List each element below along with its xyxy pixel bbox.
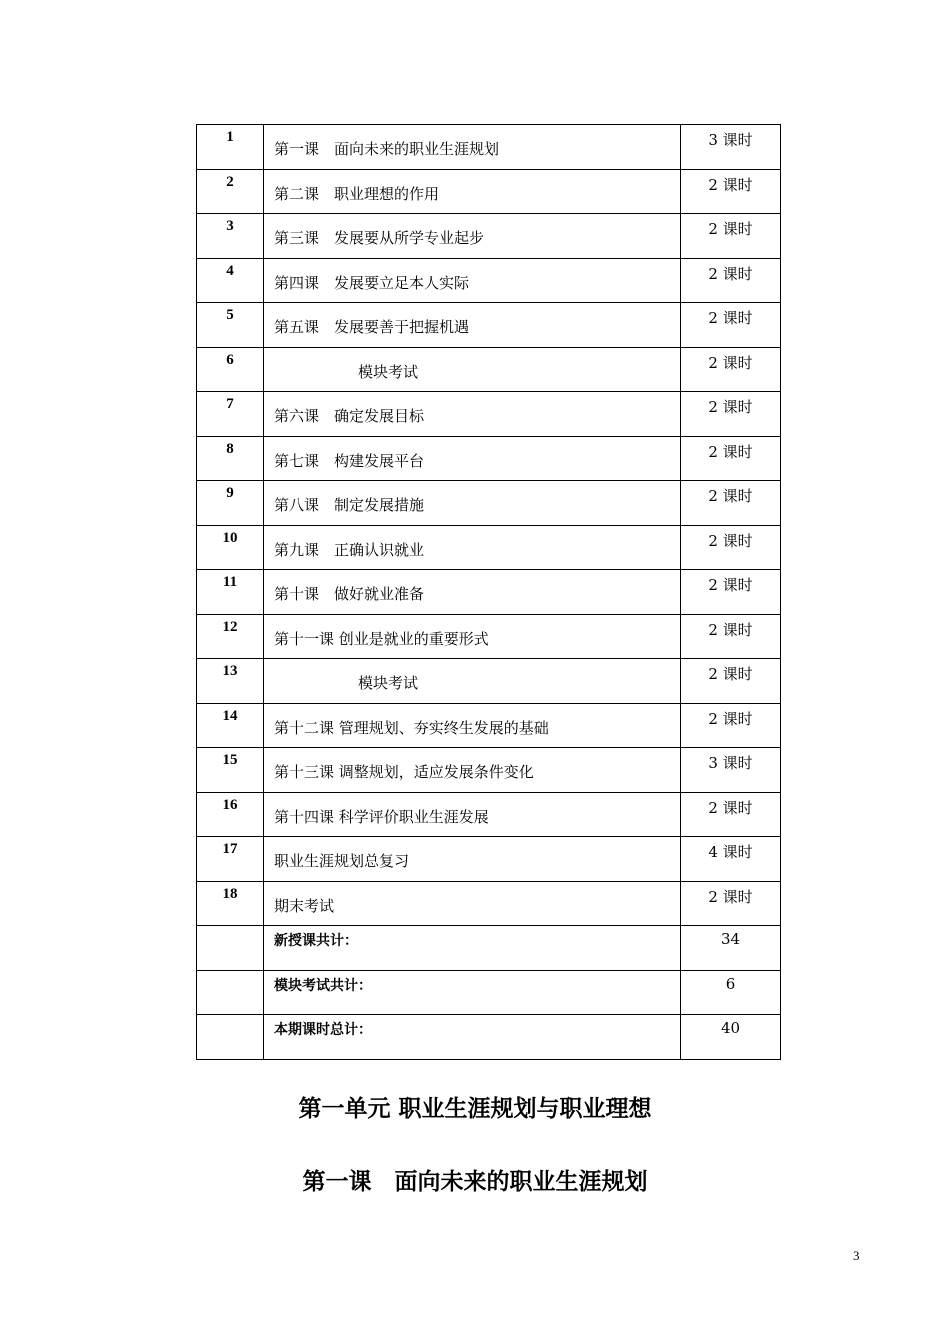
table-row bbox=[197, 436, 781, 481]
lesson-title: 期末考试 bbox=[264, 881, 681, 926]
lesson-hours: 2 课时 bbox=[681, 347, 781, 392]
unit-heading: 第一单元 职业生涯规划与职业理想 bbox=[298, 1095, 652, 1122]
table-row bbox=[197, 169, 781, 214]
row-number: 3 bbox=[197, 214, 264, 259]
lesson-title: 第五课 发展要善于把握机遇 bbox=[264, 303, 681, 348]
row-number: 8 bbox=[197, 436, 264, 481]
lesson-hours: 4 课时 bbox=[681, 837, 781, 882]
table-row bbox=[197, 881, 781, 926]
lesson-hours: 2 课时 bbox=[681, 214, 781, 259]
table-row bbox=[197, 614, 781, 659]
table-row bbox=[197, 481, 781, 526]
empty-cell bbox=[197, 926, 264, 971]
lesson-hours: 3 课时 bbox=[681, 125, 781, 170]
total-row bbox=[197, 970, 781, 1015]
lesson-title: 第十四课 科学评价职业生涯发展 bbox=[264, 792, 681, 837]
lesson-hours: 2 课时 bbox=[681, 881, 781, 926]
row-number: 9 bbox=[197, 481, 264, 526]
lesson-hours: 2 课时 bbox=[681, 436, 781, 481]
lesson-title: 第十一课 创业是就业的重要形式 bbox=[264, 614, 681, 659]
lesson-hours: 2 课时 bbox=[681, 525, 781, 570]
lesson-hours: 2 课时 bbox=[681, 169, 781, 214]
lesson-title: 第七课 构建发展平台 bbox=[264, 436, 681, 481]
table-row bbox=[197, 570, 781, 615]
total-label: 本期课时总计： bbox=[264, 1015, 681, 1060]
lesson-hours: 2 课时 bbox=[681, 570, 781, 615]
row-number: 11 bbox=[197, 570, 264, 615]
lesson-hours: 3 课时 bbox=[681, 748, 781, 793]
lesson-hours: 2 课时 bbox=[681, 258, 781, 303]
lesson-hours: 2 课时 bbox=[681, 481, 781, 526]
row-number: 2 bbox=[197, 169, 264, 214]
lesson-title: 第四课 发展要立足本人实际 bbox=[264, 258, 681, 303]
lesson-hours: 2 课时 bbox=[681, 614, 781, 659]
course-schedule-table bbox=[196, 124, 781, 1060]
total-value: 34 bbox=[681, 926, 781, 971]
lesson-title: 第十三课 调整规划，适应发展条件变化 bbox=[264, 748, 681, 793]
total-label: 模块考试共计： bbox=[264, 970, 681, 1015]
total-row bbox=[197, 926, 781, 971]
lesson-hours: 2 课时 bbox=[681, 303, 781, 348]
lesson-title: 第二课 职业理想的作用 bbox=[264, 169, 681, 214]
table-row bbox=[197, 214, 781, 259]
table-row bbox=[197, 659, 781, 704]
table-row bbox=[197, 525, 781, 570]
lesson-title: 职业生涯规划总复习 bbox=[264, 837, 681, 882]
table-row bbox=[197, 703, 781, 748]
lesson-heading: 第一课 面向未来的职业生涯规划 bbox=[302, 1168, 648, 1195]
lesson-hours: 2 课时 bbox=[681, 392, 781, 437]
page-number: 3 bbox=[853, 1248, 860, 1263]
row-number: 4 bbox=[197, 258, 264, 303]
lesson-hours: 2 课时 bbox=[681, 792, 781, 837]
row-number: 18 bbox=[197, 881, 264, 926]
table-row bbox=[197, 303, 781, 348]
lesson-title: 第八课 制定发展措施 bbox=[264, 481, 681, 526]
table-row bbox=[197, 748, 781, 793]
row-number: 17 bbox=[197, 837, 264, 882]
row-number: 13 bbox=[197, 659, 264, 704]
empty-cell bbox=[197, 970, 264, 1015]
lesson-hours: 2 课时 bbox=[681, 659, 781, 704]
lesson-title: 第十二课 管理规划、夯实终生发展的基础 bbox=[264, 703, 681, 748]
row-number: 7 bbox=[197, 392, 264, 437]
total-value: 40 bbox=[681, 1015, 781, 1060]
empty-cell bbox=[197, 1015, 264, 1060]
lesson-title: 第一课 面向未来的职业生涯规划 bbox=[264, 125, 681, 170]
row-number: 5 bbox=[197, 303, 264, 348]
table-row bbox=[197, 347, 781, 392]
lesson-hours: 2 课时 bbox=[681, 703, 781, 748]
lesson-title: 模块考试 bbox=[264, 659, 681, 704]
row-number: 16 bbox=[197, 792, 264, 837]
row-number: 1 bbox=[197, 125, 264, 170]
total-row bbox=[197, 1015, 781, 1060]
row-number: 12 bbox=[197, 614, 264, 659]
row-number: 15 bbox=[197, 748, 264, 793]
lesson-title: 第九课 正确认识就业 bbox=[264, 525, 681, 570]
row-number: 14 bbox=[197, 703, 264, 748]
table-row bbox=[197, 258, 781, 303]
table-row bbox=[197, 392, 781, 437]
total-label: 新授课共计： bbox=[264, 926, 681, 971]
table-row bbox=[197, 125, 781, 170]
lesson-title: 模块考试 bbox=[264, 347, 681, 392]
table-row bbox=[197, 837, 781, 882]
row-number: 6 bbox=[197, 347, 264, 392]
total-value: 6 bbox=[681, 970, 781, 1015]
lesson-title: 第三课 发展要从所学专业起步 bbox=[264, 214, 681, 259]
row-number: 10 bbox=[197, 525, 264, 570]
table-row bbox=[197, 792, 781, 837]
lesson-title: 第十课 做好就业准备 bbox=[264, 570, 681, 615]
lesson-title: 第六课 确定发展目标 bbox=[264, 392, 681, 437]
